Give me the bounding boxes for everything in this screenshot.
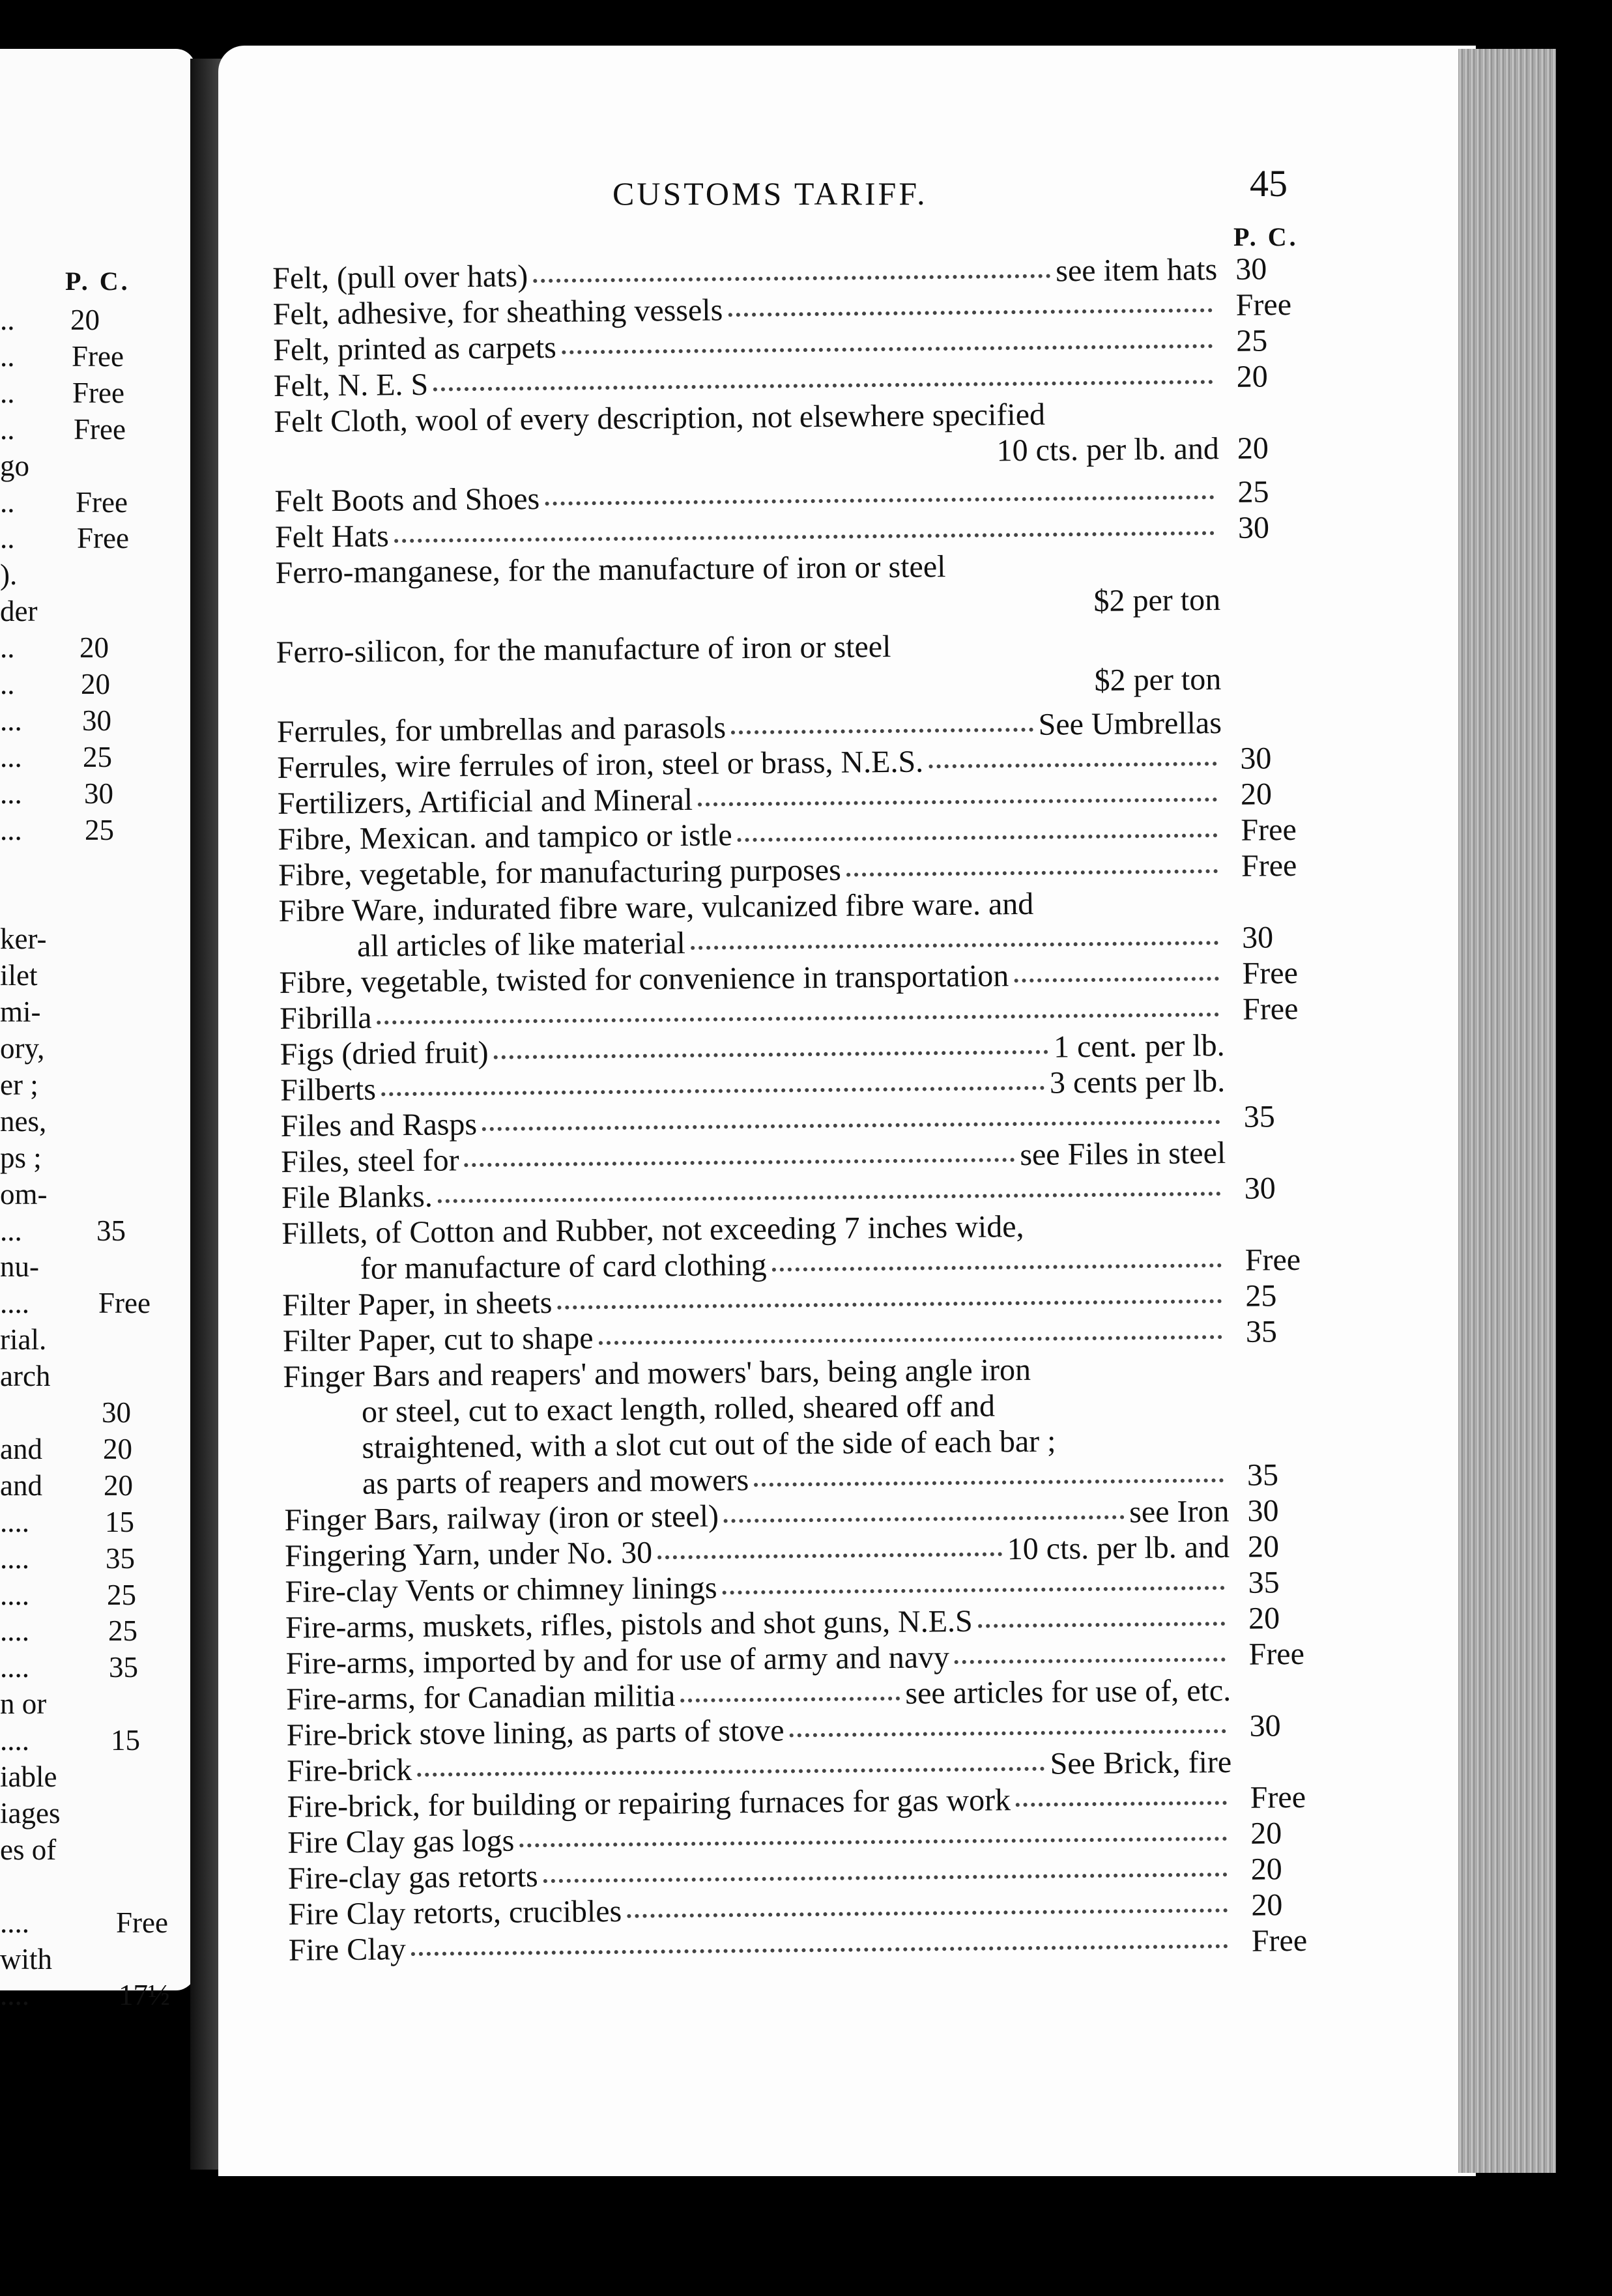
entry-pc-value: 30	[1237, 510, 1270, 545]
entry-rate: $2 per ton	[1094, 662, 1222, 698]
left-fragment-text: go	[0, 450, 29, 482]
pc-column-header: P. C.	[1233, 222, 1299, 251]
left-rate-value: Free	[72, 340, 124, 373]
dot-leader	[1016, 1801, 1227, 1807]
dot-leader	[394, 531, 1215, 543]
entry-description: Filter Paper, in sheets	[282, 1285, 553, 1323]
left-rate-value: 20	[104, 1469, 133, 1502]
entry-description: Felt Boots and Shoes	[274, 481, 540, 519]
entry-pc-value: 20	[1247, 1529, 1280, 1564]
entry-description: Fire-arms, for Canadian militia	[285, 1678, 676, 1717]
left-fragment-text: iable	[0, 1760, 57, 1793]
left-fragment-text: ....	[0, 1651, 29, 1684]
entry-pc-value: 20	[1248, 1601, 1280, 1636]
entry-pc-value: Free	[1241, 812, 1297, 848]
entry-description: Fibre, vegetable, for manufacturing purposes	[278, 852, 841, 893]
entry-pc-value: Free	[1245, 1242, 1301, 1278]
dot-leader	[790, 1729, 1226, 1737]
left-fragment-text: nu-	[0, 1250, 39, 1283]
entry-pc-value: 20	[1251, 1887, 1283, 1923]
tariff-entry	[272, 250, 1452, 296]
entry-rate: See Umbrellas	[1038, 706, 1222, 742]
dot-leader	[417, 1767, 1045, 1777]
left-fragment-text: n or	[0, 1687, 47, 1720]
left-rate-value: Free	[98, 1287, 151, 1319]
dot-leader	[557, 1299, 1222, 1310]
entry-rate: see Iron	[1129, 1494, 1230, 1530]
dot-leader	[519, 1837, 1227, 1847]
left-rate-value: 20	[70, 304, 100, 336]
left-rate-value: Free	[116, 1906, 168, 1939]
left-rate-value: 25	[83, 741, 112, 773]
dot-leader	[846, 869, 1218, 876]
dot-leader	[545, 495, 1214, 506]
left-rate-value: 30	[84, 777, 113, 810]
left-fragment-text: ..	[0, 486, 15, 519]
left-fragment-text: ....	[0, 1542, 29, 1575]
entry-rate: 1 cent. per lb.	[1053, 1028, 1225, 1065]
entry-description: Fire-arms, imported by and for use of army and navy	[285, 1640, 950, 1681]
entry-pc-value: 25	[1245, 1278, 1277, 1313]
entry-pc-value: 20	[1240, 777, 1273, 812]
entry-pc-value: Free	[1241, 848, 1297, 883]
left-fragment-text: ...	[0, 1214, 22, 1247]
dot-leader	[978, 1622, 1225, 1628]
entry-description: File Blanks.	[281, 1179, 433, 1215]
dot-leader	[438, 1192, 1221, 1203]
dot-leader	[381, 1086, 1044, 1097]
dot-leader	[723, 1586, 1225, 1594]
left-rate-value: 25	[85, 814, 114, 846]
left-fragment-text: arch	[0, 1360, 51, 1392]
entry-pc-value: Free	[1251, 1923, 1308, 1959]
entry-description: Fibre, Mexican. and tampico or istle	[278, 818, 732, 857]
dot-leader	[738, 833, 1218, 842]
entry-pc-value: 35	[1246, 1457, 1279, 1493]
entry-description: Fillets, of Cotton and Rubber, not exceeding 7 inches wide,	[281, 1209, 1024, 1251]
left-rate-value: 20	[79, 631, 109, 664]
entry-description: Felt, adhesive, for sheathing vessels	[272, 293, 723, 332]
left-fragment-text: with	[0, 1943, 53, 1975]
left-fragment-text: ...	[0, 814, 22, 846]
entry-description: Fire Clay	[288, 1932, 407, 1968]
left-fragment-text: ...	[0, 777, 22, 810]
left-fragment-text: ...	[0, 741, 22, 773]
left-fragment-text: ps ;	[0, 1141, 42, 1174]
dot-leader	[754, 1478, 1224, 1487]
entry-pc-value: Free	[1242, 991, 1299, 1027]
entry-description: Finger Bars, railway (iron or steel)	[284, 1499, 719, 1538]
entry-pc-value: 30	[1244, 1171, 1276, 1206]
entry-description: Filter Paper, cut to shape	[282, 1321, 594, 1358]
entry-pc-value: 20	[1236, 359, 1269, 394]
left-fragment-text: ).	[0, 558, 18, 591]
entry-description: Fire-clay gas retorts	[287, 1859, 538, 1896]
entry-description: Fire-brick, for building or repairing furnaces for gas work	[287, 1783, 1011, 1824]
entry-description: Ferrules, for umbrellas and parasols	[276, 710, 727, 749]
running-head: CUSTOMS TARIFF.	[612, 175, 928, 212]
left-fragment-text: ory,	[0, 1032, 45, 1065]
entry-pc-value: 30	[1235, 251, 1267, 287]
left-fragment-text: ....	[0, 1614, 29, 1647]
left-fragment-text: ..	[0, 668, 15, 700]
entry-description: Fire-arms, muskets, rifles, pistols and shot guns, N.E.S	[285, 1603, 973, 1645]
left-rate-value: 30	[82, 704, 111, 737]
left-fragment-text: ..	[0, 413, 15, 446]
dot-leader	[465, 1158, 1015, 1167]
left-fragment-text: ....	[0, 1906, 29, 1939]
left-rate-value: Free	[77, 522, 129, 554]
entry-description: Felt, (pull over hats)	[272, 259, 528, 296]
entry-pc-value: Free	[1250, 1779, 1306, 1815]
entry-description: as parts of reapers and mowers	[362, 1463, 749, 1501]
entry-description: Fingering Yarn, under No. 30	[284, 1535, 653, 1573]
entry-pc-value: 20	[1250, 1852, 1283, 1887]
dot-leader	[731, 728, 1033, 734]
entry-rate: $2 per ton	[1093, 582, 1221, 618]
entry-description: Finger Bars and reapers' and mowers' bars, being angle iron	[283, 1352, 1031, 1394]
entry-pc-value: 30	[1241, 920, 1274, 955]
left-fragment-text: ilet	[0, 959, 38, 992]
dot-leader	[680, 1697, 900, 1702]
entry-description: Filberts	[280, 1072, 377, 1108]
entry-description: Files and Rasps	[280, 1107, 478, 1143]
left-fragment-text: ..	[0, 340, 15, 373]
entry-pc-value: 20	[1237, 431, 1269, 466]
left-rate-value: Free	[76, 486, 128, 519]
dot-leader	[1014, 977, 1218, 983]
left-fragment-text: and	[0, 1433, 42, 1465]
left-fragment-text: ....	[0, 1287, 29, 1319]
left-fragment-text: nes,	[0, 1105, 47, 1138]
entry-description: Fibrilla	[279, 1000, 372, 1036]
dot-leader	[657, 1552, 1002, 1559]
left-fragment-text: der	[0, 595, 38, 627]
dot-leader	[728, 308, 1213, 317]
left-rate-value: 25	[108, 1614, 137, 1647]
entry-description: Ferro-silicon, for the manufacture of iron or steel	[276, 629, 891, 670]
left-fragment-text: ..	[0, 377, 15, 409]
left-rate-value: Free	[74, 413, 126, 446]
left-rate-value: 35	[96, 1214, 126, 1247]
entry-rate: 3 cents per lb.	[1049, 1064, 1226, 1100]
entry-description: Fertilizers, Artificial and Mineral	[277, 782, 693, 821]
left-rate-value: Free	[72, 377, 124, 409]
left-rate-value: 20	[103, 1433, 132, 1465]
entry-pc-value: 30	[1240, 741, 1272, 776]
left-fragment-text: rial.	[0, 1323, 47, 1356]
entry-description: Fire-brick	[287, 1753, 412, 1788]
dot-leader	[482, 1120, 1220, 1131]
entry-description: Files, steel for	[281, 1143, 459, 1179]
entry-description: Fibre Ware, indurated fibre ware, vulcanized fibre ware. and	[278, 886, 1034, 928]
dot-leader	[562, 344, 1213, 354]
entry-pc-value: 35	[1248, 1565, 1280, 1600]
entry-rate: see item hats	[1056, 252, 1218, 289]
entry-pc-value: 35	[1245, 1314, 1278, 1349]
entry-description: or steel, cut to exact length, rolled, sheared off and	[361, 1388, 996, 1429]
left-fragment-text: ...	[0, 704, 22, 737]
entry-description: Felt Hats	[274, 519, 389, 554]
entry-description: all articles of like material	[356, 925, 686, 964]
entry-description: for manufacture of card clothing	[360, 1247, 767, 1286]
entry-rate: 10 cts. per lb. and	[1007, 1530, 1230, 1567]
entry-description: Felt, N. E. S	[273, 367, 429, 404]
left-fragment-text: and	[0, 1469, 42, 1502]
left-fragment-text: ....	[0, 1579, 29, 1611]
dot-leader	[772, 1263, 1222, 1272]
dot-leader	[928, 762, 1216, 768]
dot-leader	[533, 274, 1050, 283]
left-fragment-text: er ;	[0, 1069, 38, 1101]
dot-leader	[691, 941, 1218, 950]
entry-rate: see articles for use of, etc.	[905, 1673, 1231, 1711]
entry-pc-value: 25	[1235, 323, 1268, 358]
entry-description: Felt Cloth, wool of every description, not elsewhere specified	[274, 397, 1046, 440]
page-number: 45	[1250, 162, 1288, 205]
entry-description: Felt, printed as carpets	[273, 330, 557, 368]
entry-description: Figs (dried fruit)	[280, 1035, 489, 1072]
entry-description: Fire Clay gas logs	[287, 1823, 515, 1860]
dot-leader	[627, 1908, 1228, 1918]
entry-description: Fibre, vegetable, twisted for convenience in transportation	[279, 958, 1009, 1000]
entry-pc-value: Free	[1248, 1636, 1305, 1672]
left-fragment-text: iages	[0, 1797, 61, 1830]
dot-leader	[411, 1944, 1228, 1956]
left-fragment-text: ....	[0, 1724, 29, 1757]
entry-rate: 10 cts. per lb. and	[996, 431, 1220, 468]
dot-leader	[955, 1657, 1226, 1664]
left-rate-value: 15	[105, 1506, 134, 1538]
entry-rate: see Files in steel	[1020, 1136, 1226, 1173]
left-rate-value: 15	[111, 1724, 140, 1757]
left-rate-value: 20	[81, 668, 110, 700]
left-fragment-text: ....	[0, 1979, 29, 2011]
entry-pc-value: 30	[1249, 1708, 1281, 1744]
entry-description: Fire-clay Vents or chimney linings	[285, 1570, 717, 1609]
dot-leader	[599, 1335, 1222, 1345]
entry-pc-value: Free	[1235, 287, 1292, 323]
entry-pc-value: 20	[1250, 1816, 1282, 1851]
left-rate-value: 35	[106, 1542, 135, 1575]
left-fragment-text: om-	[0, 1178, 48, 1211]
left-fragment-text: ..	[0, 522, 15, 554]
left-rate-value: 25	[107, 1579, 136, 1611]
left-rate-value: 35	[109, 1651, 138, 1684]
entry-description: Ferrules, wire ferrules of iron, steel or brass, N.E.S.	[277, 744, 924, 785]
entry-description: Fire-brick stove lining, as parts of stove	[286, 1713, 784, 1753]
dot-leader	[724, 1515, 1124, 1523]
left-pc-header: P. C.	[65, 266, 130, 296]
left-fragment-text: ..	[0, 304, 15, 336]
left-rate-value: 30	[102, 1396, 131, 1429]
dot-leader	[543, 1873, 1228, 1883]
dot-leader	[698, 797, 1217, 807]
left-fragment-text: ..	[0, 631, 15, 664]
left-rate-value: 17½	[119, 1979, 170, 2011]
left-fragment-text: ....	[0, 1506, 29, 1538]
entry-description: Ferro-manganese, for the manufacture of iron or steel	[275, 549, 946, 590]
entry-description: Fire Clay retorts, crucibles	[288, 1893, 622, 1932]
entry-rate: See Brick, fire	[1050, 1744, 1232, 1781]
dot-leader	[377, 1012, 1220, 1024]
entry-pc-value: 35	[1243, 1099, 1275, 1134]
left-fragment-text: ker-	[0, 923, 47, 955]
dot-leader	[494, 1050, 1048, 1059]
entry-pc-value: Free	[1242, 955, 1299, 991]
left-fragment-text: mi-	[0, 996, 41, 1028]
entry-pc-value: 25	[1237, 474, 1269, 509]
dot-leader	[433, 380, 1213, 391]
left-fragment-text: es of	[0, 1833, 57, 1866]
entry-description: straightened, with a slot cut out of the side of each bar ;	[362, 1424, 1056, 1465]
entry-pc-value: 30	[1247, 1493, 1279, 1528]
